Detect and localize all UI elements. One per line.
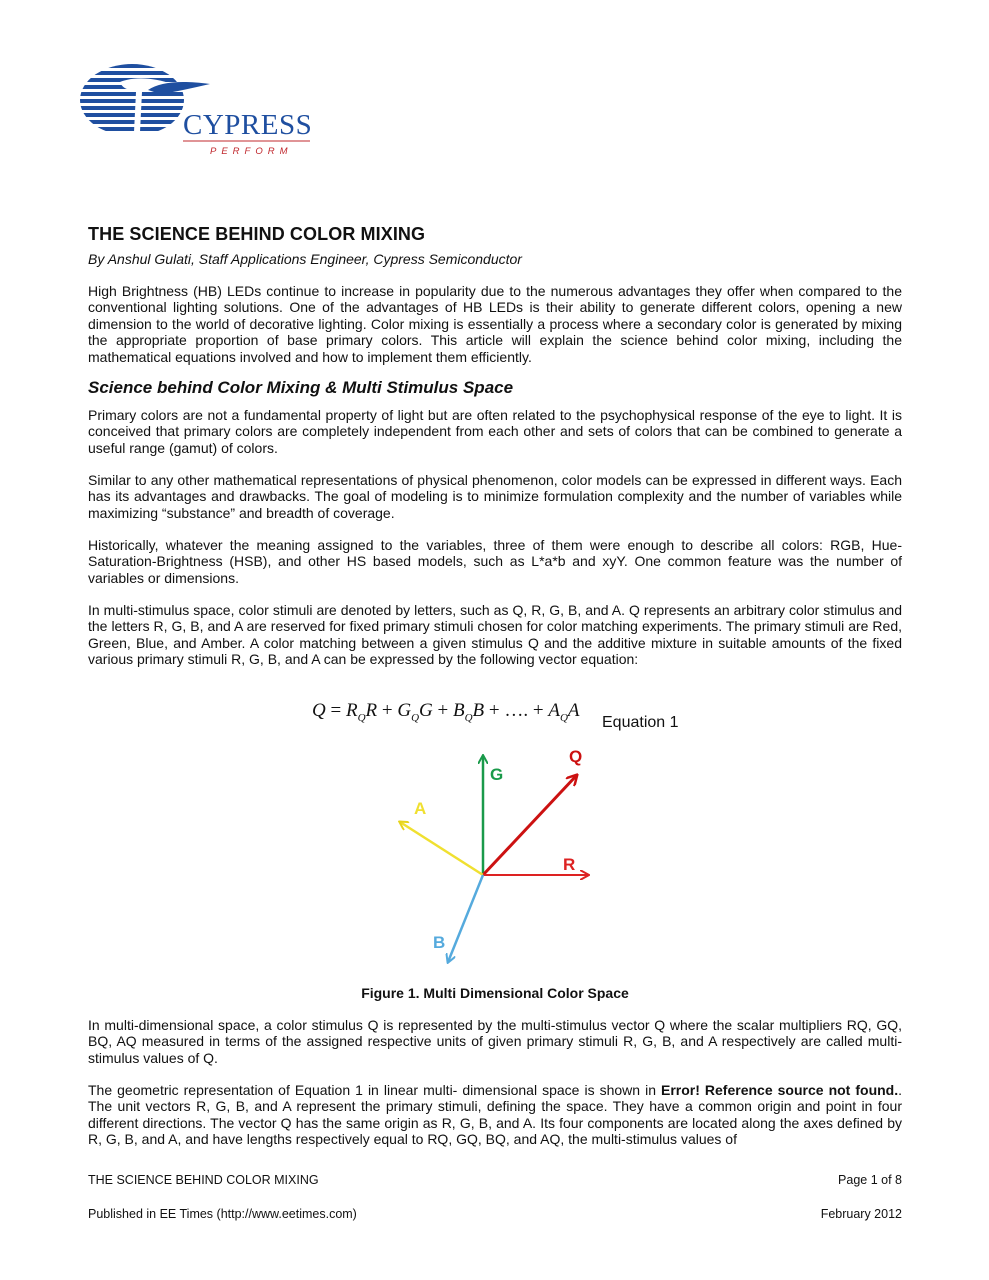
body-paragraph: The geometric representation of Equation 1 in linear multi- dimensional space is shown in Error! Reference source not found.. The unit vectors R, G, B, and A represent the primary stimuli, defining the space. They have a common origin and point in four different directions. The vector Q has the same origin as R, G, B, and A. Its four components are located along the axes defined by R, G, B, and A, and have lengths respectively equal to RQ, GQ, BQ, and AQ, the multi-stimulus values of: [88, 1082, 903, 1148]
logo-globe-stripes: [80, 64, 184, 132]
label-g: G: [490, 765, 504, 784]
figure-caption: Figure 1. Multi Dimensional Color Space: [361, 985, 629, 1001]
color-space-figure: [380, 742, 610, 974]
body-paragraph: In multi-dimensional space, a color stimulus Q is represented by the multi-stimulus vector Q where the scalar multipliers RQ, GQ, BQ, AQ measured in terms of the assigned respective units of given primary stimuli R, G, B, and A respectively are called multi-stimulus values of Q.: [88, 1017, 902, 1066]
label-r: R: [563, 855, 576, 874]
footer-date: February 2012: [820, 1207, 902, 1221]
body-paragraph: In multi-stimulus space, color stimuli are denoted by letters, such as Q, R, G, B, and A. Q represents an arbitrary color stimulus and the letters R, G, B, and A are reserved for fixed primary stimuli chosen for color matching experiments. The primary stimuli are Red, Green, Blue, and Amber. A color matching between a given stimulus Q and the additive mixture in suitable amounts of the fixed various primary stimuli R, G, B, and A can be expressed by the following vector equation:: [88, 602, 902, 668]
body-paragraph: Primary colors are not a fundamental property of light but are often related to the psychophysical response of the eye to light. It is conceived that primary colors are completely independent from each other and sets of colors that can be combined to generate a useful range (gamut) of colors.: [88, 407, 902, 456]
document-title: THE SCIENCE BEHIND COLOR MIXING: [88, 224, 426, 244]
byline: By Anshul Gulati, Staff Applications Engineer, Cypress Semiconductor: [88, 251, 522, 267]
vector-a: [400, 822, 483, 875]
intro-paragraph: High Brightness (HB) LEDs continue to increase in popularity due to the numerous advantages they offer when compared to the conventional lighting solutions. One of the advantages of HB LEDs is their ability to generate different colors, opening a new dimension to the world of decorative lighting. Color mixing is essentially a process where a secondary color is generated by mixing the appropriate proportion of base primary colors. This article will explain the science behind color mixing, including the mathematical equations involved and how to implement them efficiently.: [88, 283, 902, 365]
label-q: Q: [569, 747, 583, 766]
body-paragraph: Similar to any other mathematical representations of physical phenomenon, color models can be expressed in different ways. Each has its advantages and drawbacks. The goal of modeling is to minimize formulation complexity and the number of variables while maximizing “substance” and breadth of coverage.: [88, 472, 902, 521]
label-a: A: [414, 799, 427, 818]
broken-reference: Error! Reference source not found.: [661, 1082, 899, 1098]
cypress-logo: [80, 62, 320, 162]
equation-label: Equation 1: [602, 714, 679, 731]
section-heading: Science behind Color Mixing & Multi Stimulus Space: [88, 378, 514, 397]
footer-title: THE SCIENCE BEHIND COLOR MIXING: [88, 1173, 319, 1187]
logo-tagline: PERFORM: [210, 146, 293, 157]
label-b: B: [433, 933, 446, 952]
footer-published: Published in EE Times (http://www.eetimes.com): [88, 1207, 357, 1221]
vector-b: [448, 875, 483, 962]
equation-1: $Q = R_QR + G_QG + B_QB$ + …. + $A_QA$: [312, 700, 580, 724]
logo-brand: CYPRESS: [183, 109, 313, 141]
footer-page-number: Page 1 of 8: [838, 1173, 902, 1187]
body-paragraph: Historically, whatever the meaning assigned to the variables, three of them were enough to describe all colors: RGB, Hue-Saturation-Brightness (HSB), and other HS based models, such as L*a*b and xyY. One common feature was the number of variables or dimensions.: [88, 537, 902, 586]
